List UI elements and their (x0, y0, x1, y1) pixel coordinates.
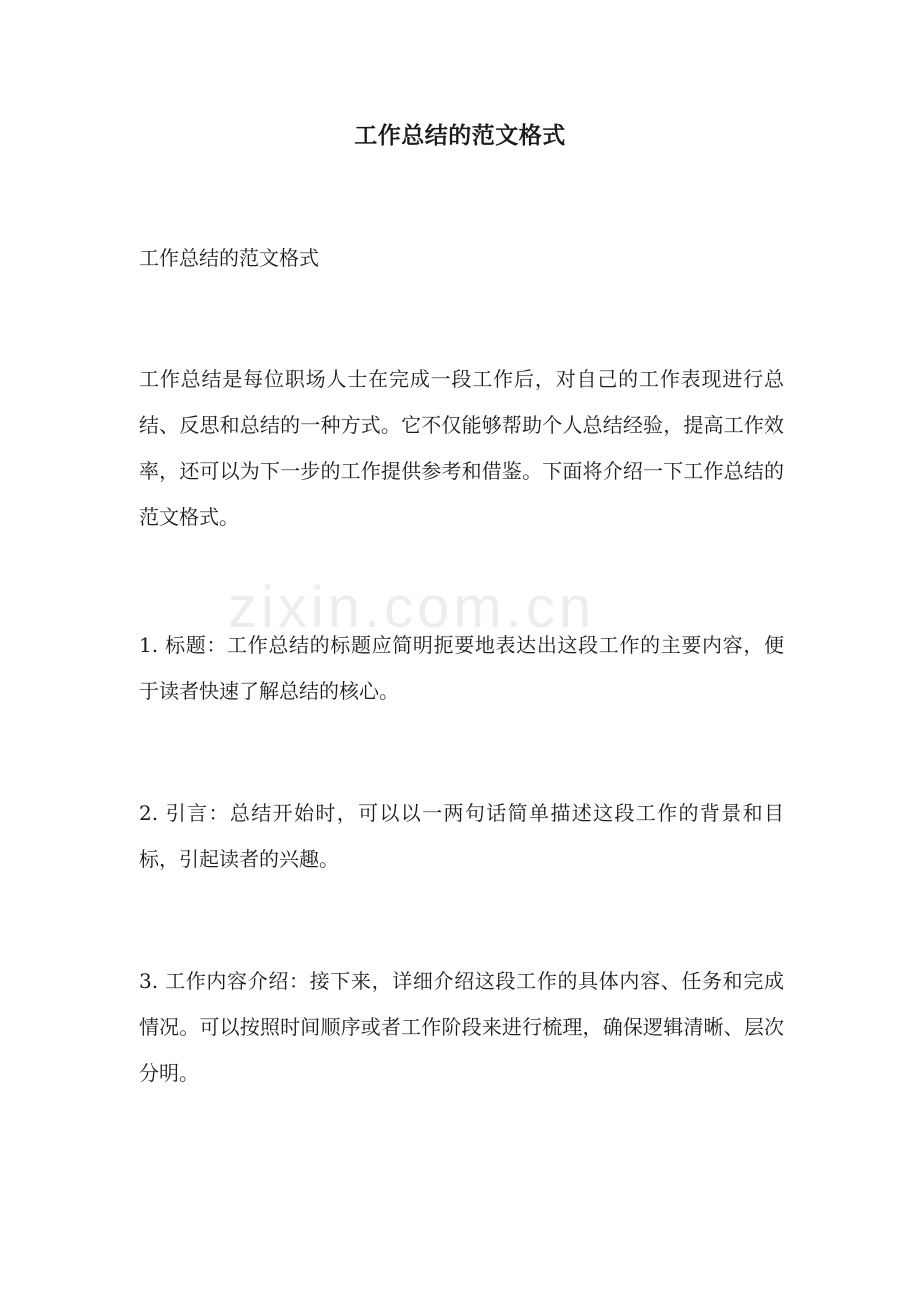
paragraph-item-3: 3. 工作内容介绍：接下来，详细介绍这段工作的具体内容、任务和完成情况。可以按照时间顺序或者工作阶段来进行梳理，确保逻辑清晰、层次分明。 (139, 969, 784, 1085)
page-title: 工作总结的范文格式 (354, 122, 566, 149)
document-subtitle: 工作总结的范文格式 (139, 246, 319, 270)
paragraph-item-2: 2. 引言：总结开始时，可以以一两句话简单描述这段工作的背景和目标，引起读者的兴趣。 (139, 801, 784, 871)
paragraph-intro: 工作总结是每位职场人士在完成一段工作后，对自己的工作表现进行总结、反思和总结的一种方式。它不仅能够帮助个人总结经验，提高工作效率，还可以为下一步的工作提供参考和借鉴。下面将介绍一下工作总结的范文格式。 (139, 367, 784, 529)
paragraph-item-1: 1. 标题：工作总结的标题应简明扼要地表达出这段工作的主要内容，便于读者快速了解总结的核心。 (139, 633, 784, 703)
watermark-text: zixin.com.cn (228, 575, 596, 640)
